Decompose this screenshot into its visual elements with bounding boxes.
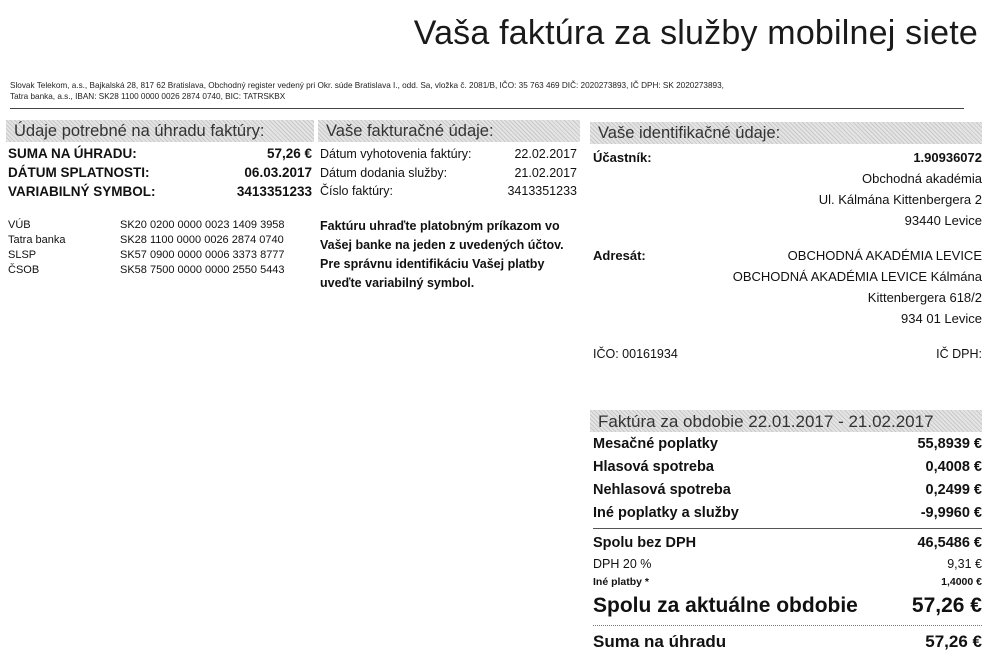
- addressee-line: OBCHODNÁ AKADÉMIA LEVICE: [787, 248, 982, 263]
- summary-item-value: -9,9960 €: [920, 505, 982, 521]
- amount-due-row: [593, 630, 982, 654]
- bank-iban: SK28 1100 0000 0026 2874 0740: [120, 234, 284, 246]
- invoice-row: [320, 164, 577, 183]
- bank-iban: SK57 0900 0000 0006 3373 8777: [120, 249, 285, 261]
- bank-name: ČSOB: [8, 264, 40, 276]
- invoice-section: [318, 120, 580, 293]
- invoice-row: [320, 182, 577, 201]
- tax-ids-row: [593, 344, 982, 365]
- participant-row: [593, 147, 982, 168]
- bank-iban: SK20 0200 0000 0023 1409 3958: [120, 219, 285, 231]
- invoice-row: [320, 145, 577, 164]
- summary-item: [593, 502, 982, 525]
- amount-value: 57,26 €: [266, 146, 312, 161]
- vat-value: 9,31 €: [947, 557, 982, 571]
- subtotal-label: Spolu bez DPH: [593, 535, 697, 551]
- summary-item-label: Hlasová spotreba: [593, 459, 714, 475]
- summary-item-label: Iné poplatky a služby: [593, 505, 739, 521]
- company-line-2: Tatra banka, a.s., IBAN: SK28 1100 0000 0026 2874 0740, BIC: TATRSKBX: [10, 92, 286, 101]
- summary-item-value: 55,8939 €: [917, 436, 982, 452]
- amount-due-label: Suma na úhradu: [593, 632, 727, 651]
- summary-item-value: 0,2499 €: [925, 482, 982, 498]
- variable-symbol-label: VARIABILNÝ SYMBOL:: [8, 184, 156, 199]
- participant-label: Účastník:: [593, 150, 652, 165]
- bank-name: Tatra banka: [8, 234, 66, 246]
- summary-section: [590, 410, 982, 654]
- total-divider: [593, 625, 982, 626]
- bank-name: SLSP: [8, 249, 37, 261]
- total-label: Spolu za aktuálne obdobie: [593, 594, 858, 617]
- bank-iban: SK58 7500 0000 0000 2550 5443: [120, 264, 285, 276]
- invoice-number-label: Číslo faktúry:: [320, 184, 393, 198]
- due-date-label: DÁTUM SPLATNOSTI:: [8, 165, 150, 180]
- icdph-label: IČ DPH:: [936, 347, 982, 361]
- addressee-line: OBCHODNÁ AKADÉMIA LEVICE Kálmána: [732, 269, 982, 284]
- identification-header: Vaše identifikačné údaje:: [590, 122, 982, 144]
- participant-line: Ul. Kálmána Kittenbergera 2: [818, 192, 982, 207]
- summary-item: [593, 433, 982, 456]
- addressee-line: 934 01 Levice: [901, 311, 982, 326]
- addressee-lines: [593, 266, 982, 329]
- participant-line: 93440 Levice: [904, 213, 982, 228]
- addressee-line: Kittenbergera 618/2: [867, 290, 982, 305]
- summary-item-label: Mesačné poplatky: [593, 436, 718, 452]
- total-value: 57,26 €: [911, 594, 982, 617]
- due-date-value: 06.03.2017: [244, 165, 312, 180]
- identification-section: [590, 122, 982, 365]
- addressee-label: Adresát:: [593, 248, 646, 263]
- bank-row: [8, 248, 312, 263]
- payment-header: Údaje potrebné na úhradu faktúry:: [6, 120, 314, 142]
- amount-due-value: 57,26 €: [925, 632, 982, 651]
- payment-section: [6, 120, 314, 278]
- delivery-date-label: Dátum dodania služby:: [320, 165, 448, 180]
- ico-value: IČO: 00161934: [593, 347, 678, 361]
- due-date-row: [8, 163, 312, 182]
- summary-item-value: 0,4008 €: [925, 459, 982, 475]
- other-payments-value: 1,4000 €: [941, 576, 982, 588]
- addressee-row: [593, 245, 982, 266]
- amount-row: [8, 144, 312, 163]
- bank-row: [8, 233, 312, 248]
- other-payments-row: [593, 574, 982, 591]
- summary-divider: [593, 528, 982, 529]
- variable-symbol-value: 3413351233: [236, 184, 312, 199]
- participant-lines: [593, 168, 982, 231]
- bank-row: [8, 218, 312, 233]
- company-line-1: Slovak Telekom, a.s., Bajkalská 28, 817 62 Bratislava, Obchodný register vedený pri Okr. súde Bratislava I., odd. Sa, vložka č. 2081/B, IČO: 35 763 469 DIČ: 2020273893, IČ DPH: SK 2020273893,: [10, 81, 724, 90]
- invoice-date-value: 22.02.2017: [514, 147, 577, 161]
- bank-row: [8, 263, 312, 278]
- invoice-date-label: Dátum vyhotovenia faktúry:: [320, 147, 472, 161]
- vat-label: DPH 20 %: [593, 557, 652, 571]
- company-info: [10, 80, 980, 102]
- summary-item-label: Nehlasová spotreba: [593, 482, 731, 498]
- summary-item: [593, 456, 982, 479]
- variable-symbol-row: [8, 182, 312, 201]
- participant-line: Obchodná akadémia: [862, 171, 982, 186]
- total-row: [593, 591, 982, 621]
- other-payments-label: Iné platby *: [593, 576, 650, 588]
- payment-note: Faktúru uhraďte platobným príkazom vo Vašej banke na jeden z uvedených účtov. Pre správnu identifikáciu Vašej platby uveďte variabilný symbol.: [320, 218, 564, 290]
- summary-header: Faktúra za obdobie 22.01.2017 - 21.02.2017: [590, 410, 982, 432]
- vat-row: [593, 555, 982, 574]
- subtotal-value: 46,5486 €: [917, 535, 982, 551]
- bank-list: [8, 218, 312, 278]
- amount-label: SUMA NA ÚHRADU:: [8, 146, 137, 161]
- bank-name: VÚB: [8, 219, 31, 231]
- delivery-date-value: 21.02.2017: [514, 165, 577, 180]
- subtotal-row: [593, 532, 982, 555]
- participant-number: 1.90936072: [913, 150, 982, 165]
- invoice-number-value: 3413351233: [507, 184, 577, 198]
- invoice-title: Vaša faktúra za služby mobilnej siete: [413, 14, 978, 52]
- header-divider: [10, 108, 964, 109]
- summary-item: [593, 479, 982, 502]
- invoice-header: Vaše fakturačné údaje:: [318, 120, 580, 142]
